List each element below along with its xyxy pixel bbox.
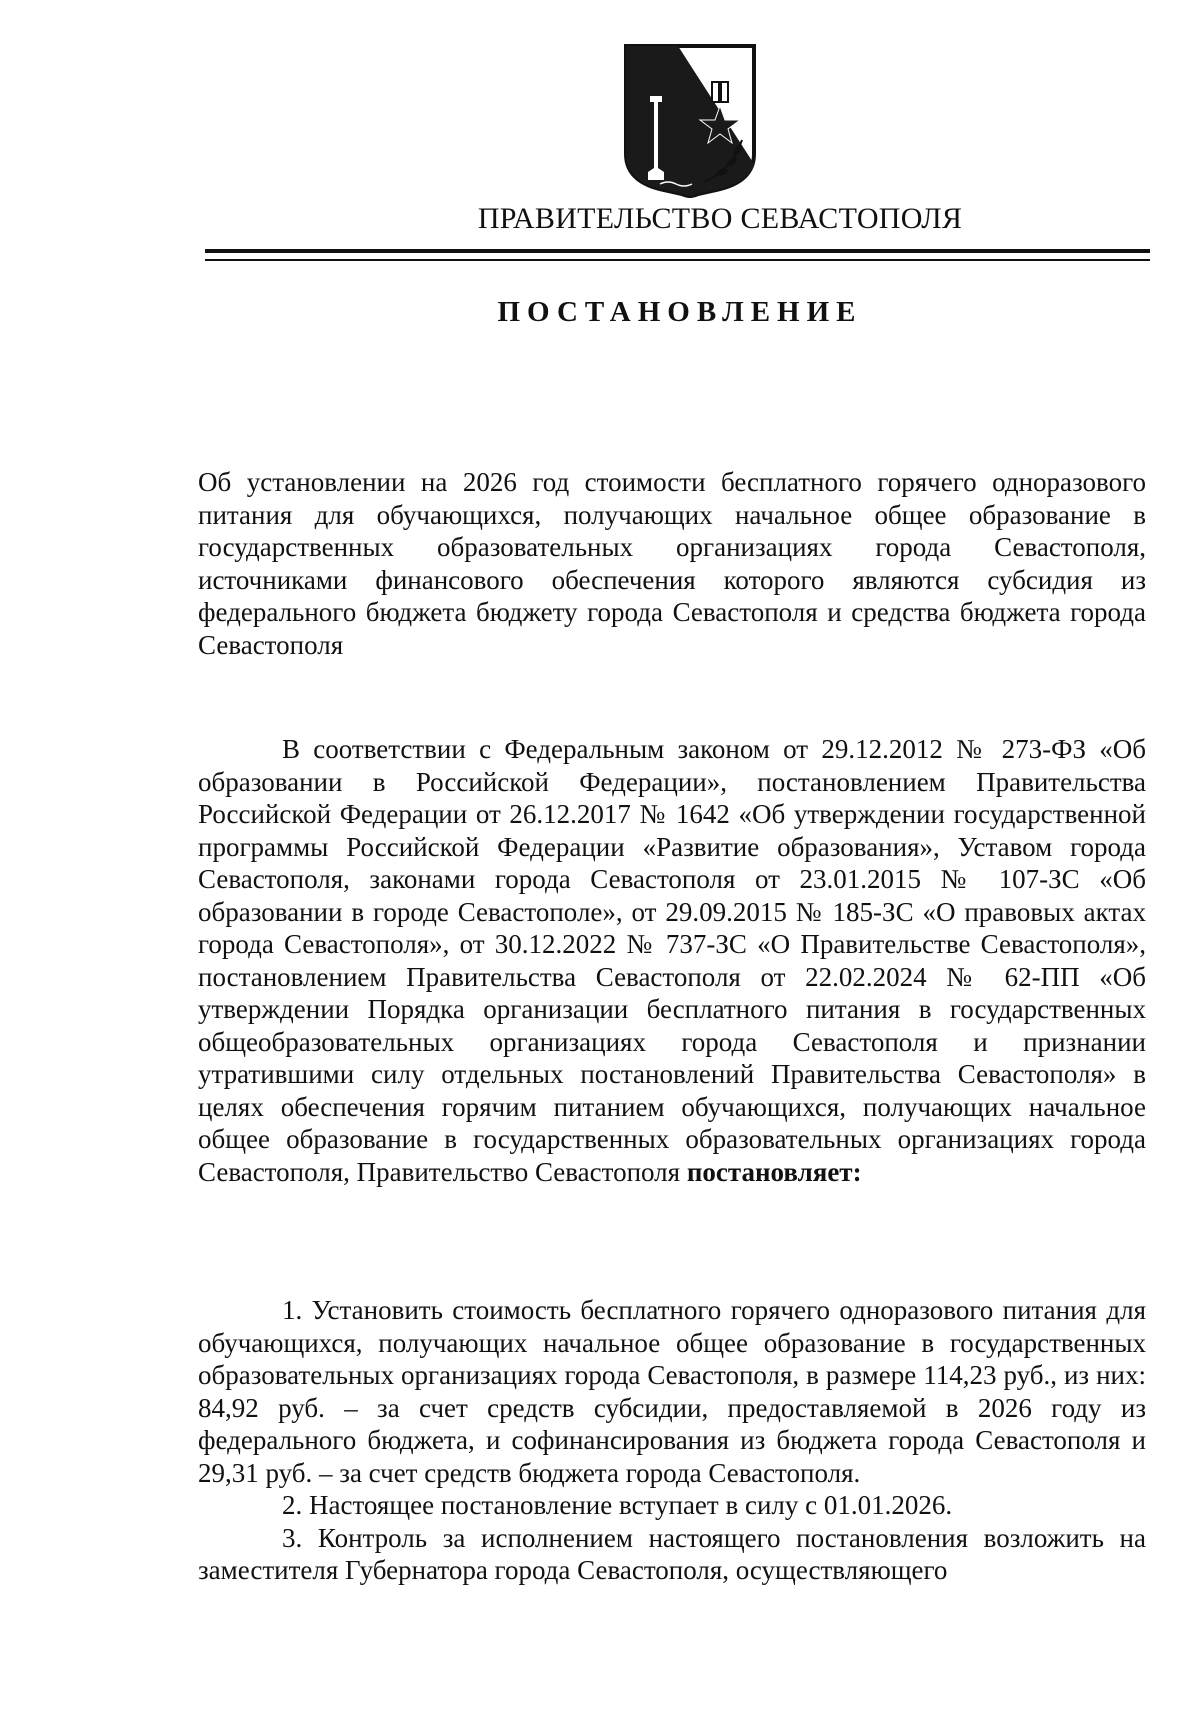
sevastopol-coat-of-arms-icon bbox=[620, 42, 760, 200]
preamble-paragraph bbox=[198, 733, 1146, 1188]
point-3: 3. Контроль за исполнением настоящего постановления возложить на заместителя Губернатора города Севастополя, осуществляющего bbox=[198, 1522, 1146, 1585]
point-2: 2. Настоящее постановление вступает в силу с 01.01.2026. bbox=[282, 1490, 953, 1520]
resolves-keyword: постановляет: bbox=[686, 1156, 862, 1187]
point-1: 1. Установить стоимость бесплатного горячего одноразового питания для обучающихся, получающих начальное общее образование в государственных образовательных организациях города Севастополя, в размере 114,23 руб., из них: 84,92 руб. – за счет средств субсидии, предоставляемой в 2026 году из федерального бюджета, и софинансирования из бюджета города Севастополя и 29,31 руб. – за счет средств бюджета города Севастополя. bbox=[198, 1295, 1146, 1488]
preamble-text: В соответствии с Федеральным законом от 29.12.2012 № 273-ФЗ «Об образовании в Российской Федерации», постановлением Правительства Российской Федерации от 26.12.2017 № 1642 «Об утверждении государственной программы Российской Федерации «Развитие образования», Уставом города Севастополя, законами города Севастополя от 23.01.2015 № 107-ЗС «Об образовании в городе Севастополе», от 29.09.2015 № 185-ЗС «О правовых актах города Севастополя», от 30.12.2022 № 737-ЗС «О Правительстве Севастополя», постановлением Правительства Севастополя от 22.02.2024 № 62-ПП «Об утверждении Порядка организации бесплатного питания в государственных общеобразовательных организациях города Севастополя и признании утратившими силу отдельных постановлений Правительства Севастополя» в целях обеспечения горячим питанием обучающихся, получающих начальное общее образование в государственных образовательных организациях города Севастополя, Правительство Севастополя bbox=[198, 734, 1146, 1187]
document-subject: Об установлении на 2026 год стоимости бесплатного горячего одноразового питания для обучающихся, получающих начальное общее образование в государственных образовательных организациях города Севастополя, источниками финансового обеспечения которого являются субсидия из федерального бюджета бюджету города Севастополя и средства бюджета города Севастополя bbox=[198, 467, 1146, 660]
resolution-points bbox=[198, 1294, 1146, 1587]
header-divider-thin bbox=[205, 259, 1150, 261]
header-divider-thick bbox=[205, 249, 1150, 253]
document-type-heading: ПОСТАНОВЛЕНИЕ bbox=[497, 296, 863, 328]
organization-title: ПРАВИТЕЛЬСТВО СЕВАСТОПОЛЯ bbox=[477, 202, 963, 235]
